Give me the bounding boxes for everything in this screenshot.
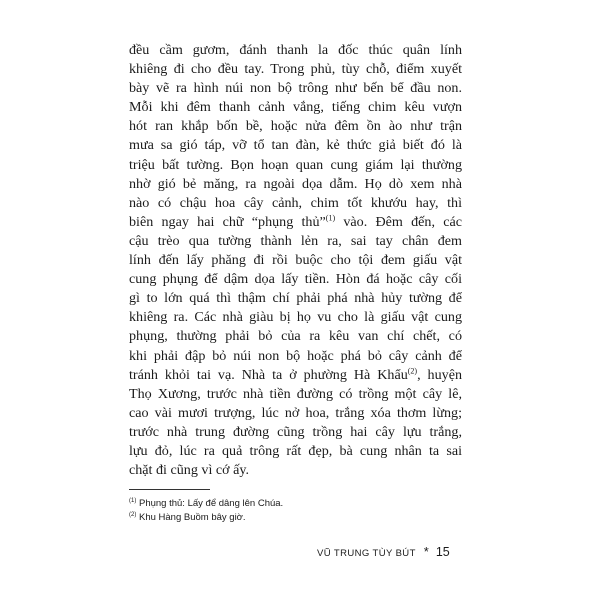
text-line: triệu bất tường. Bọn hoạn quan cung giám lại thường xyxy=(129,156,462,173)
running-title: VŨ TRUNG TÙY BÚT xyxy=(317,548,416,559)
text-line: Mỗi khi đêm thanh cảnh vắng, tiếng chim kêu vượn xyxy=(129,99,462,116)
text-line: nào có chậu hoa cây cảnh, chim tốt khướu hay, thì xyxy=(129,194,462,211)
footnote-ref-1: (1) xyxy=(325,213,336,223)
page-footer xyxy=(317,543,463,561)
page-number: 15 xyxy=(435,545,450,559)
text-line: cậu trèo qua tường thành lẻn ra, sai tay chân đem xyxy=(129,232,462,249)
footnote-marker: (1) xyxy=(129,497,137,504)
text-segment: , huyện xyxy=(417,366,462,383)
text-segment: vào. Đêm đến, các xyxy=(335,213,462,230)
text-line: phụng, thường phải bỏ của ra kêu van chí chết, có xyxy=(129,328,462,345)
text-line: lựu đỏ, lúc ra quả trông rất đẹp, bà cung nhân ta sai xyxy=(129,442,462,459)
text-line: cao vài mươi trượng, lúc nở hoa, trắng xóa thơm lừng; xyxy=(129,404,462,421)
separator-star: * xyxy=(423,544,429,559)
footnotes xyxy=(129,497,459,525)
text-line: mưa sa gió táp, vỡ tổ tan đàn, kẻ thức giả biết đó là xyxy=(129,137,462,154)
text-line: gì to lớn quá thì thậm chí phải phá nhà hủy tường để xyxy=(129,290,462,307)
footnote-text: Khu Hàng Buồm bây giờ. xyxy=(136,512,246,523)
text-line: bày vẽ ra hình núi non bộ trông như bến bể đầu non. xyxy=(129,80,462,97)
footnote-divider xyxy=(129,489,210,490)
footnote-text: Phụng thủ: Lấy để dâng lên Chúa. xyxy=(136,498,284,509)
body-text xyxy=(129,41,462,480)
text-line xyxy=(129,366,462,385)
text-line: nhờ gió bẻ măng, ra ngoài dọa dẫm. Họ dò xem nhà xyxy=(129,175,462,192)
text-line: trước nhà trung đường cũng trồng hai cây lựu trắng, xyxy=(129,423,462,440)
text-line: hót ran khắp bốn bề, hoặc nửa đêm ồn ào như trận xyxy=(129,118,462,135)
footnote-ref-2: (2) xyxy=(407,365,418,375)
footnote-marker: (2) xyxy=(129,511,137,518)
text-line: khi phải đập bỏ núi non bộ hoặc phá bỏ cây cảnh để xyxy=(129,347,462,364)
text-line xyxy=(129,213,462,232)
text-segment: tránh khỏi tai vạ. Nhà ta ở phường Hà Khẩu xyxy=(129,366,408,383)
text-line: cung phụng để dậm dọa lấy tiền. Hòn đá hoặc cây cối xyxy=(129,271,462,288)
footnote-1 xyxy=(129,497,459,511)
footnote-2 xyxy=(129,511,459,525)
text-line: khiêng đi cho đều tay. Trong phủ, tùy chỗ, điểm xuyết xyxy=(129,61,462,78)
text-line: Thọ Xương, trước nhà tiền đường có trồng một cây lê, xyxy=(129,385,462,402)
text-line: đều cầm gươm, đánh thanh la đốc thúc quân lính xyxy=(129,42,462,58)
text-line: lính đến lấy phăng đi rồi buộc cho tội đem giấu vật xyxy=(129,252,462,269)
text-line: khiêng ra. Các nhà giàu bị họ vu cho là giấu vật cung xyxy=(129,309,462,326)
text-line: chặt đi cũng vì cớ ấy. xyxy=(129,462,250,479)
text-segment: biên ngay hai chữ “phụng thủ” xyxy=(129,213,326,230)
